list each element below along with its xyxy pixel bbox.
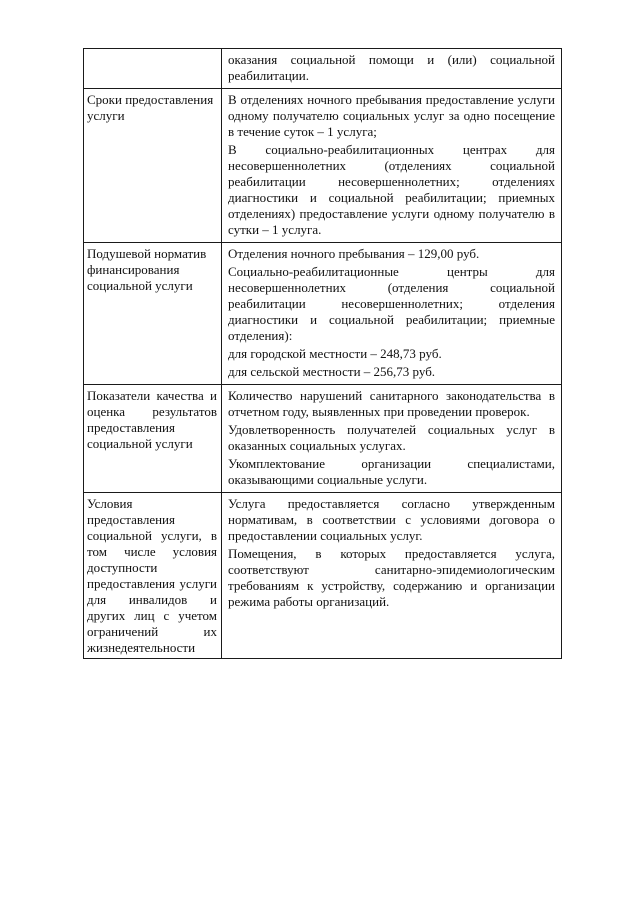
paragraph: В социально-реабилитационных центрах для несовершеннолетних (отделениях социальной реабилитации несовершеннолетних; отделениях диагностики и социальной реабилитации; приемных отделениях) предоставление услуги одному получателю в сутки – 1 услуга. <box>228 142 555 237</box>
table-row <box>84 243 562 385</box>
row-content <box>222 49 562 89</box>
paragraph: Количество нарушений санитарного законодательства в отчетном году, выявленных при проведении проверок. <box>228 388 555 419</box>
paragraph: Помещения, в которых предоставляется услуга, соответствуют санитарно-эпидемиологическим требованиям к устройству, содержанию и организации режима работы организаций. <box>228 546 555 609</box>
row-content <box>222 243 562 385</box>
paragraph: оказания социальной помощи и (или) социальной реабилитации. <box>228 52 555 83</box>
table-row <box>84 89 562 243</box>
paragraph: для сельской местности – 256,73 руб. <box>228 364 436 379</box>
row-content <box>222 89 562 243</box>
row-label-quality-indicators: Показатели качества и оценка результатов предоставления социальной услуги <box>84 385 222 493</box>
row-label-empty <box>84 49 222 89</box>
table-row <box>84 385 562 493</box>
document-table <box>83 48 562 659</box>
row-content <box>222 493 562 659</box>
row-label-service-terms: Сроки предоставления услуги <box>84 89 222 243</box>
table-row <box>84 493 562 659</box>
paragraph: Услуга предоставляется согласно утвержденным нормативам, в соответствии с условиями договора о предоставлении социальных услуг. <box>228 496 555 543</box>
row-label-funding-standard: Подушевой норматив финансирования социальной услуги <box>84 243 222 385</box>
paragraph: Отделения ночного пребывания – 129,00 руб. <box>228 246 480 261</box>
paragraph: Социально-реабилитационные центры для несовершеннолетних (отделения социальной реабилитации несовершеннолетних; отделения диагностики и социальной реабилитации; приемные отделения): <box>228 264 555 343</box>
table-row <box>84 49 562 89</box>
row-label-provision-conditions: Условия предоставления социальной услуги, в том числе условия доступности предоставления услуги для инвалидов и других лиц с учетом ограничений их жизнедеятельности <box>84 493 222 659</box>
paragraph: Укомплектование организации специалистами, оказывающими социальные услуги. <box>228 456 555 487</box>
paragraph: для городской местности – 248,73 руб. <box>228 346 442 361</box>
paragraph: Удовлетворенность получателей социальных услуг в оказанных социальных услугах. <box>228 422 555 453</box>
row-content <box>222 385 562 493</box>
paragraph: В отделениях ночного пребывания предоставление услуги одному получателю социальных услуг за одно посещение в течение суток – 1 услуга; <box>228 92 555 139</box>
